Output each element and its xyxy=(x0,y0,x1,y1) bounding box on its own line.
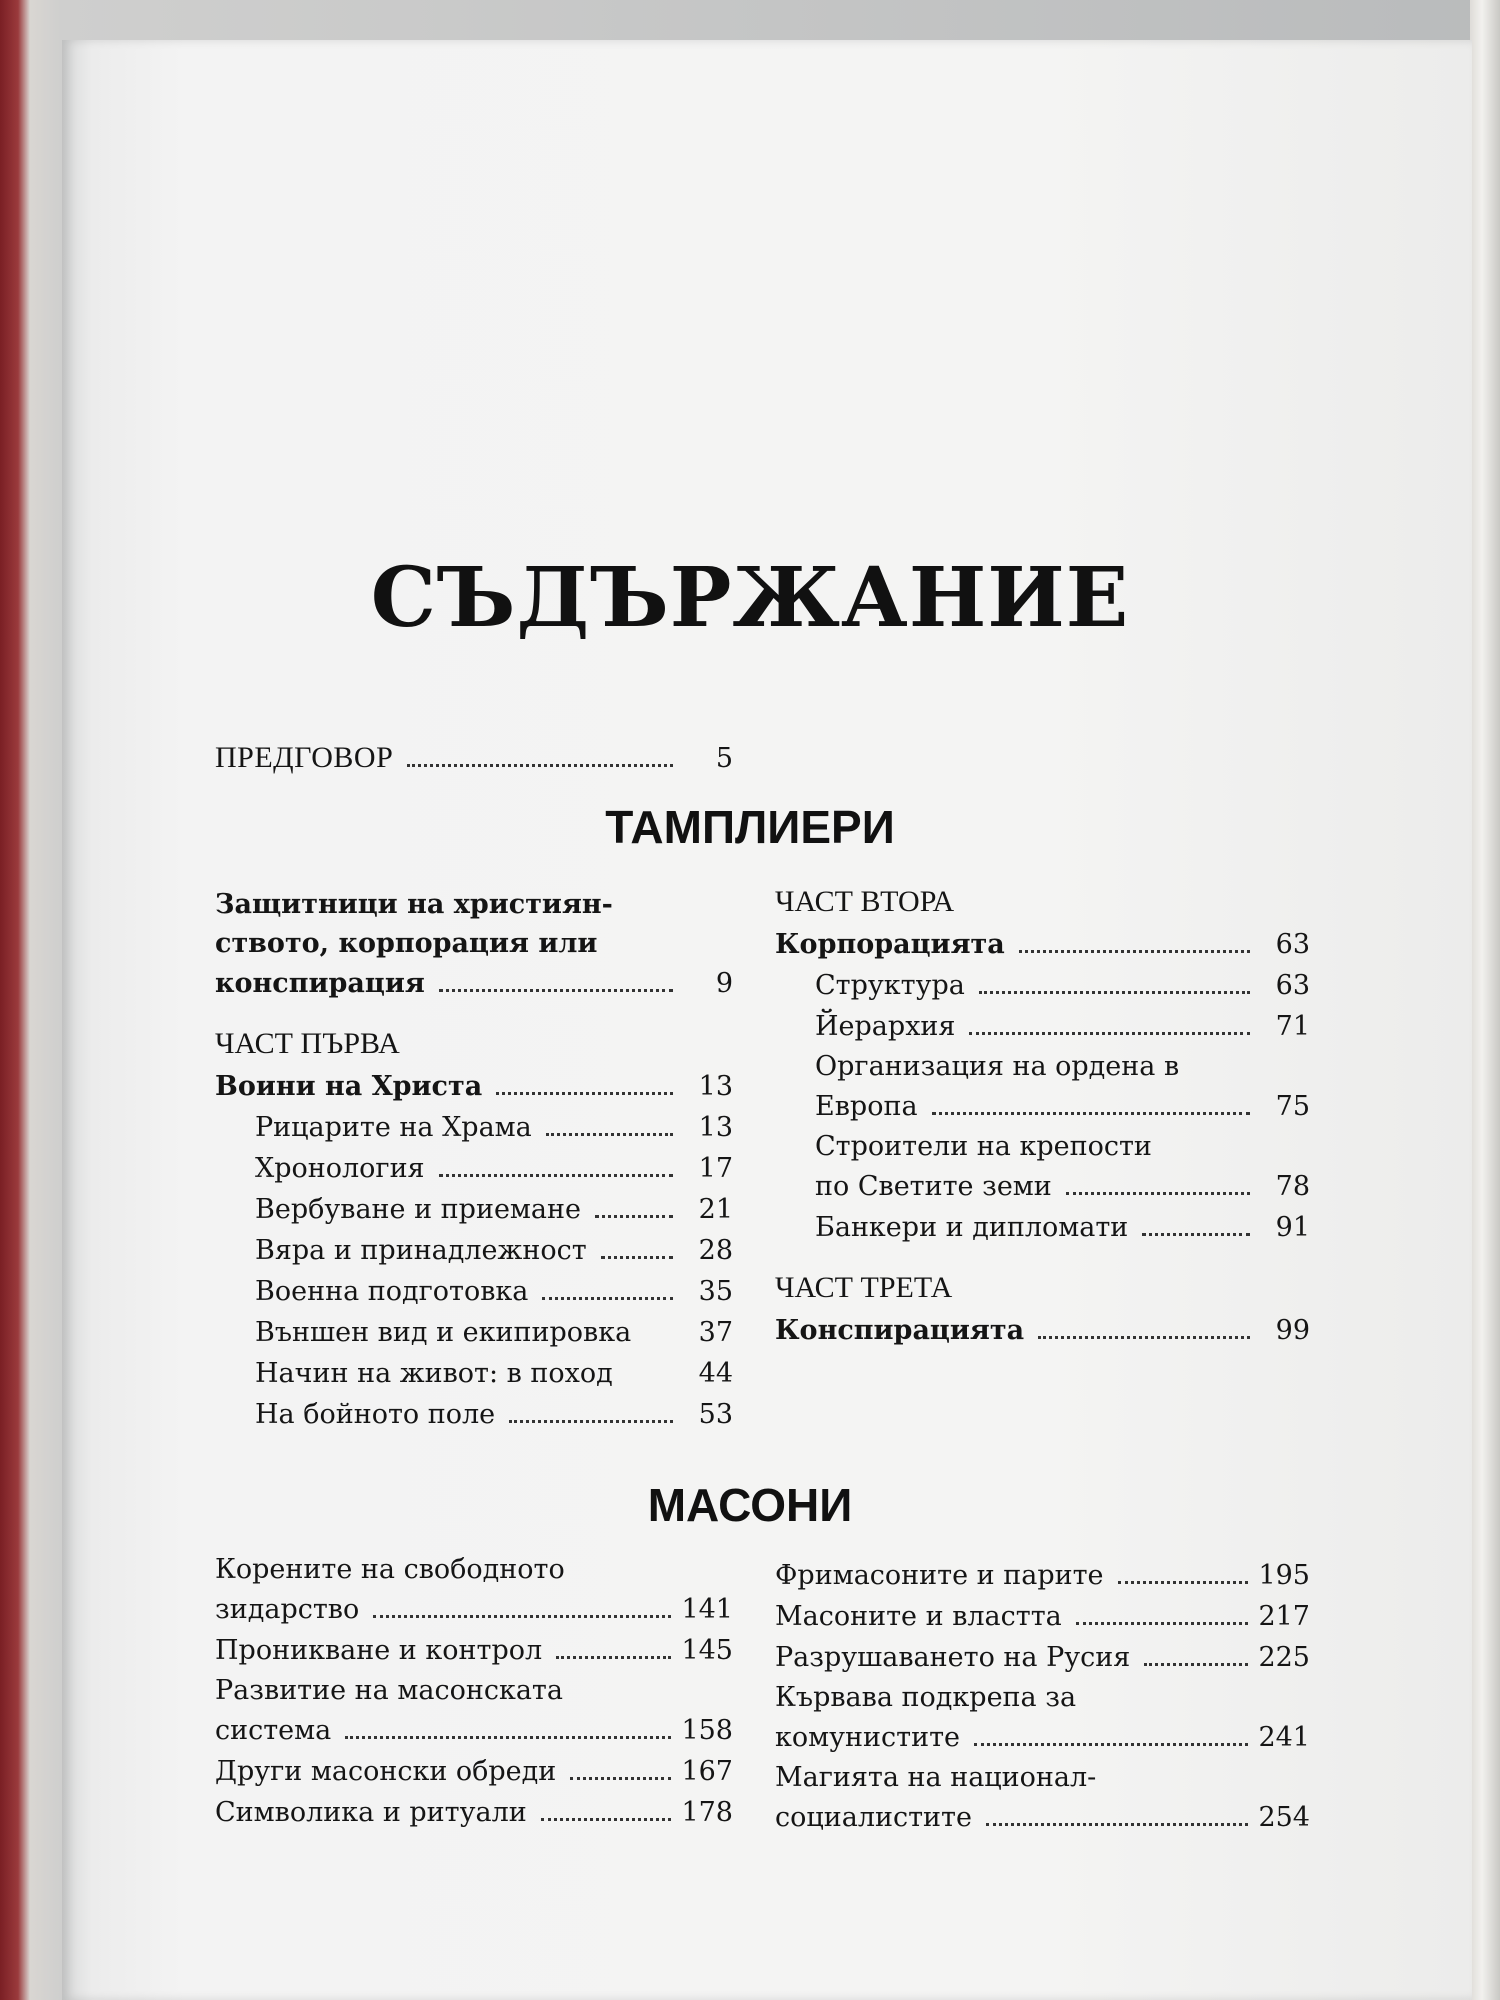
leader-dots xyxy=(979,991,1250,994)
leader-dots xyxy=(974,1743,1248,1746)
toc-entry-page: 13 xyxy=(698,1112,733,1143)
toc-entry xyxy=(775,1006,1310,1047)
toc-entry xyxy=(215,1312,733,1353)
leader-dots xyxy=(439,1174,673,1177)
part-three-heading: ЧАСТ ТРЕТА xyxy=(775,1271,953,1304)
toc-entry xyxy=(215,1589,733,1630)
toc-entry xyxy=(215,1148,733,1189)
part-three-main-label: Конспирацията xyxy=(775,1315,1025,1346)
russia-label: Разрушаването на Русия xyxy=(775,1642,1131,1673)
leader-dots xyxy=(595,1215,673,1218)
symbols-page: 178 xyxy=(681,1797,733,1828)
part-three-main-page: 99 xyxy=(1275,1315,1310,1346)
section-heading-templars: ТАМПЛИЕРИ xyxy=(605,801,895,853)
toc-entry-label: Вяра и принадлежност xyxy=(255,1235,587,1266)
org-page: 75 xyxy=(1275,1091,1310,1122)
magic-line-2: социалистите xyxy=(775,1802,972,1833)
builders-line-1: Строители на крепости xyxy=(815,1131,1152,1162)
symbols-label: Символика и ритуали xyxy=(215,1797,527,1828)
builders-line-2: по Светите земи xyxy=(815,1171,1052,1202)
toc-entry-page: 63 xyxy=(1275,970,1310,1001)
templars-right-column xyxy=(775,880,1310,1351)
toc-entry xyxy=(215,1353,733,1394)
toc-entry xyxy=(775,1637,1310,1678)
part-two-main-label: Корпорацията xyxy=(775,929,1005,960)
toc-entry xyxy=(215,1107,733,1148)
toc-entry xyxy=(215,1271,733,1312)
rites-page: 167 xyxy=(681,1756,733,1787)
leader-dots xyxy=(1066,1192,1250,1195)
preface-label: ПРЕДГОВОР xyxy=(215,741,394,774)
bankers-page: 91 xyxy=(1275,1212,1310,1243)
masons-right-column xyxy=(775,1555,1310,1838)
toc-entry xyxy=(775,1555,1310,1596)
development-line-2: система xyxy=(215,1715,332,1746)
page-title: СЪДЪРЖАНИЕ xyxy=(370,550,1130,646)
money-page: 195 xyxy=(1258,1560,1310,1591)
part-one-heading: ЧАСТ ПЪРВА xyxy=(215,1027,400,1060)
power-label: Масоните и властта xyxy=(775,1601,1062,1632)
builders-page: 78 xyxy=(1275,1171,1310,1202)
power-page: 217 xyxy=(1258,1601,1310,1632)
leader-dots xyxy=(496,1092,673,1095)
toc-entry xyxy=(775,965,1310,1006)
bankers-label: Банкери и дипломати xyxy=(815,1212,1129,1243)
toc-entry-label: На бойното поле xyxy=(255,1399,496,1430)
toc-entry xyxy=(775,1797,1310,1838)
toc-entry xyxy=(215,1630,733,1671)
intro-line-3: конспирация xyxy=(215,968,425,999)
communists-page: 241 xyxy=(1258,1722,1310,1753)
masons-left-column xyxy=(215,1550,733,1833)
leader-dots xyxy=(1076,1622,1249,1625)
section-heading-masons: МАСОНИ xyxy=(647,1479,853,1531)
roots-line-2: зидарство xyxy=(215,1594,360,1625)
magic-line-1: Магията на национал- xyxy=(775,1762,1097,1793)
roots-page: 141 xyxy=(681,1594,733,1625)
toc-entry-label: Йерархия xyxy=(815,1011,956,1042)
leader-dots xyxy=(373,1615,671,1618)
leader-dots xyxy=(1038,1336,1250,1339)
toc-entry-label: Рицарите на Храма xyxy=(255,1112,532,1143)
toc-entry xyxy=(215,1394,733,1435)
toc-entry-label: Структура xyxy=(815,970,965,1001)
toc-entry-label: Вербуване и приемане xyxy=(255,1194,582,1225)
intro-line-2: ството, корпорация или xyxy=(215,928,598,959)
toc-entry-page: 17 xyxy=(698,1153,733,1184)
leader-dots xyxy=(1118,1581,1249,1584)
toc-entry xyxy=(775,1596,1310,1637)
leader-dots xyxy=(439,989,673,992)
toc-entry-page: 21 xyxy=(698,1194,733,1225)
org-line-2: Европа xyxy=(815,1091,918,1122)
magic-page: 254 xyxy=(1258,1802,1310,1833)
leader-dots xyxy=(986,1823,1249,1826)
leader-dots xyxy=(541,1818,672,1821)
toc-entry xyxy=(215,1230,733,1271)
leader-dots xyxy=(1144,1663,1248,1666)
org-line-1: Организация на ордена в xyxy=(815,1051,1180,1082)
toc-entry-page: 35 xyxy=(698,1276,733,1307)
toc-entry xyxy=(775,1207,1310,1248)
toc-entry-label: Начин на живот: в поход xyxy=(255,1358,613,1389)
preface-entry xyxy=(215,737,733,778)
intro-page: 9 xyxy=(715,968,733,999)
leader-dots xyxy=(1142,1233,1250,1236)
part-two-main-page: 63 xyxy=(1275,929,1310,960)
toc-entry xyxy=(215,1751,733,1792)
money-label: Фримасоните и парите xyxy=(775,1560,1104,1591)
book-right-edge xyxy=(1470,0,1500,2000)
toc-entry xyxy=(215,1710,733,1751)
toc-entry xyxy=(775,1717,1310,1758)
leader-dots xyxy=(932,1112,1250,1115)
toc-entry xyxy=(215,1189,733,1230)
leader-dots xyxy=(345,1736,671,1739)
development-line-1: Развитие на масонската xyxy=(215,1675,563,1706)
part-two-heading: ЧАСТ ВТОРА xyxy=(775,885,955,918)
leader-dots xyxy=(509,1420,673,1423)
leader-dots xyxy=(556,1656,671,1659)
rites-label: Други масонски обреди xyxy=(215,1756,557,1787)
toc-entry-page: 28 xyxy=(698,1235,733,1266)
toc-entry-label: Хронология xyxy=(255,1153,425,1184)
toc-entry-label: Външен вид и екипировка xyxy=(255,1317,632,1348)
toc-entry xyxy=(775,1086,1310,1127)
preface-page: 5 xyxy=(715,743,733,774)
toc-entry-page: 37 xyxy=(698,1317,733,1348)
penetration-label: Проникване и контрол xyxy=(215,1635,543,1666)
communists-line-1: Кървава подкрепа за xyxy=(775,1682,1077,1713)
leader-dots xyxy=(407,764,673,767)
leader-dots xyxy=(546,1133,673,1136)
leader-dots xyxy=(601,1256,673,1259)
communists-line-2: комунистите xyxy=(775,1722,960,1753)
leader-dots xyxy=(969,1032,1250,1035)
toc-entry-page: 53 xyxy=(698,1399,733,1430)
toc-entry-page: 44 xyxy=(698,1358,733,1389)
toc-entry-label: Военна подготовка xyxy=(255,1276,529,1307)
toc-entry xyxy=(775,1166,1310,1207)
toc-entry-page: 71 xyxy=(1275,1011,1310,1042)
part-one-main-label: Воини на Христа xyxy=(215,1071,483,1102)
intro-line-1: Защитници на християн- xyxy=(215,889,613,920)
toc-entry xyxy=(215,1792,733,1833)
part-one-main-page: 13 xyxy=(698,1071,733,1102)
development-page: 158 xyxy=(681,1715,733,1746)
leader-dots xyxy=(570,1777,671,1780)
roots-line-1: Корените на свободното xyxy=(215,1554,565,1585)
penetration-page: 145 xyxy=(681,1635,733,1666)
leader-dots xyxy=(1019,950,1250,953)
templars-left-column xyxy=(215,885,733,1435)
russia-page: 225 xyxy=(1258,1642,1310,1673)
leader-dots xyxy=(542,1297,673,1300)
